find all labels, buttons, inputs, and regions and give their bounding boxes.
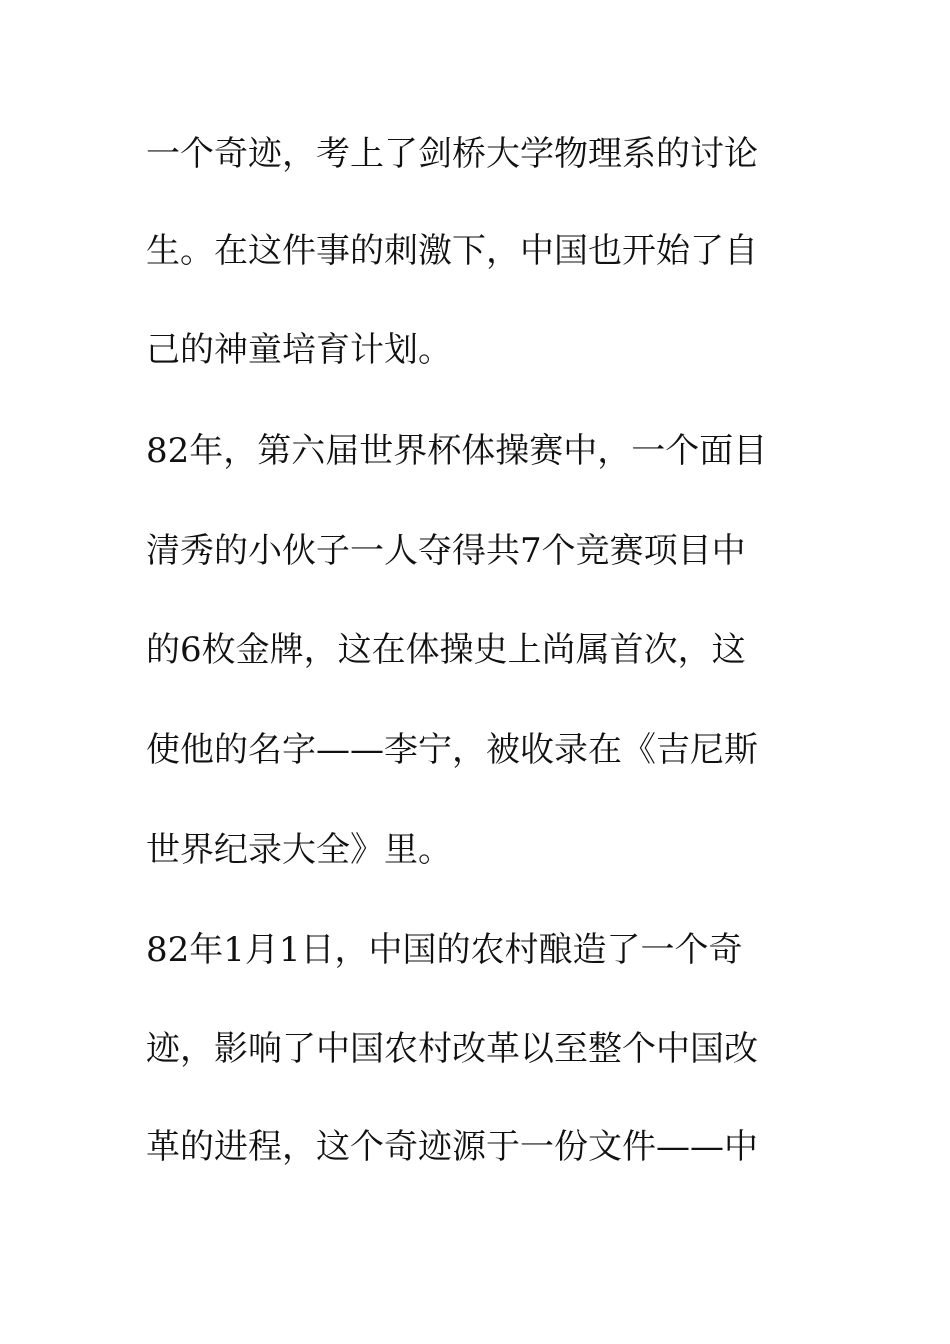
text-line-3: 己的神童培育计划。	[146, 330, 452, 370]
text-line-10: 迹，影响了中国农村改革以至整个中国改	[146, 1029, 758, 1069]
text-line-8: 世界纪录大全》里。	[146, 830, 452, 870]
text-line-4: 82年，第六届世界杯体操赛中，一个面目	[146, 431, 768, 471]
text-line-6: 的6枚金牌，这在体操史上尚属首次，这	[146, 630, 746, 670]
text-line-9: 82年1月1日，中国的农村酿造了一个奇	[146, 930, 743, 970]
text-line-2: 生。在这件事的刺激下，中国也开始了自	[146, 231, 758, 271]
text-line-11: 革的进程，这个奇迹源于一份文件——中	[146, 1127, 758, 1167]
text-line-5: 清秀的小伙子一人夺得共7个竞赛项目中	[146, 531, 746, 571]
text-line-1: 一个奇迹，考上了剑桥大学物理系的讨论	[146, 134, 758, 174]
text-line-7: 使他的名字——李宁，被收录在《吉尼斯	[146, 730, 758, 770]
